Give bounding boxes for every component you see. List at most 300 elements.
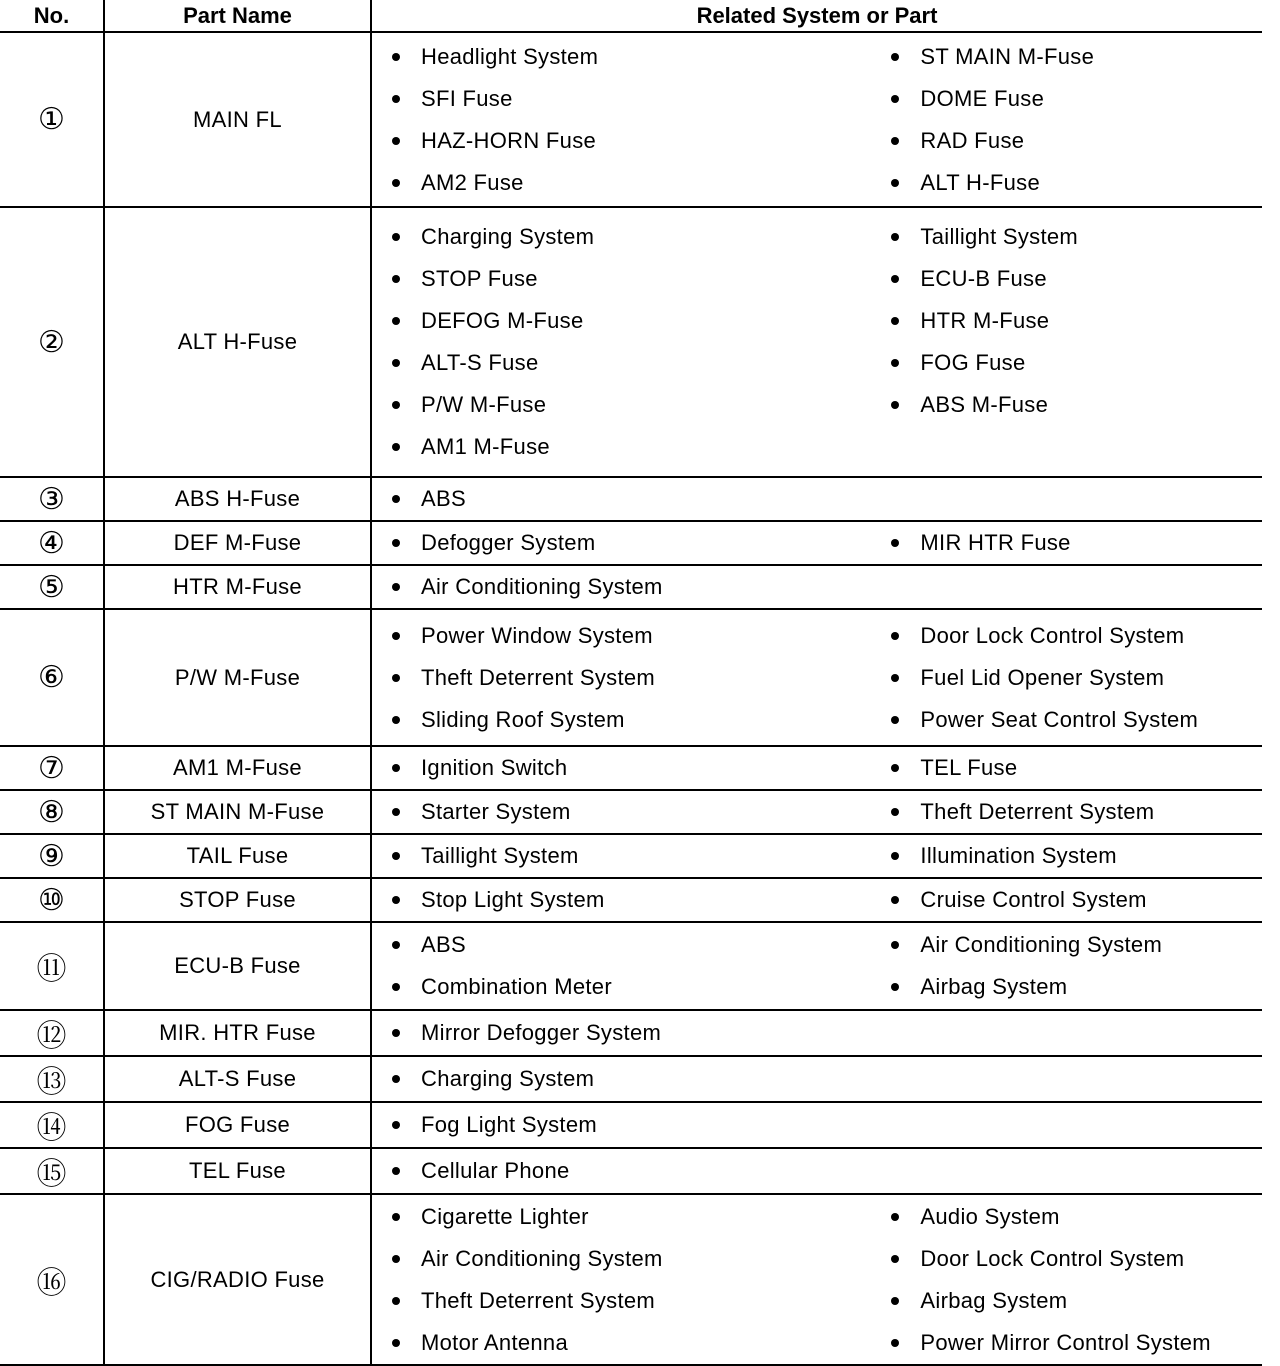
list-item (388, 1150, 887, 1192)
related-item-label: Power Mirror Control System (920, 1329, 1211, 1355)
related-column (887, 835, 1262, 877)
related-column (372, 566, 887, 608)
bullet-icon (392, 317, 400, 325)
table-row (0, 477, 1262, 521)
related-item-label: AM1 M-Fuse (421, 434, 550, 459)
related-item-label: Motor Antenna (421, 1329, 568, 1355)
list-item (388, 791, 887, 833)
list-item (388, 78, 887, 120)
related-item-label: Sliding Roof System (421, 706, 625, 732)
bullet-icon (392, 233, 400, 241)
bullet-icon (392, 53, 400, 61)
list-item (388, 699, 887, 741)
related-item-label: Mirror Defogger System (421, 1020, 662, 1045)
list-item (388, 835, 887, 877)
related-item-label: SFI Fuse (421, 85, 513, 111)
list-item (887, 1280, 1262, 1322)
table-row (0, 834, 1262, 878)
table-row (0, 565, 1262, 609)
related-item-label: ABS M-Fuse (920, 392, 1049, 417)
bullet-icon (392, 941, 400, 949)
related-systems (371, 1102, 1262, 1148)
list-item (887, 966, 1262, 1008)
bullet-icon (392, 137, 400, 145)
related-column (372, 1012, 887, 1054)
list-item (388, 1104, 887, 1146)
related-item-label: Cigarette Lighter (421, 1203, 589, 1229)
row-number: ⑯ (0, 1194, 104, 1365)
related-grid (372, 1058, 1262, 1100)
part-name: MIR. HTR Fuse (104, 1010, 371, 1056)
related-item-label: Power Window System (421, 622, 653, 648)
list-item (388, 36, 887, 78)
related-item-label: Headlight System (421, 43, 599, 69)
related-systems (371, 1194, 1262, 1365)
related-item-label: AM2 Fuse (421, 169, 524, 195)
bullet-icon (891, 233, 899, 241)
table-row (0, 1056, 1262, 1102)
related-grid (372, 615, 1262, 741)
list-item (887, 879, 1262, 921)
related-item-label: Fuel Lid Opener System (920, 664, 1165, 690)
related-systems (371, 746, 1262, 790)
related-item-label: Door Lock Control System (920, 622, 1185, 648)
list-item (388, 1280, 887, 1322)
related-grid (372, 216, 1262, 468)
related-column (887, 36, 1262, 204)
list-item (887, 258, 1262, 300)
related-systems (371, 834, 1262, 878)
related-column (887, 522, 1262, 564)
related-column (887, 1150, 1262, 1192)
bullet-icon (392, 1121, 400, 1129)
bullet-icon (392, 764, 400, 772)
related-column (887, 1196, 1262, 1364)
related-list (388, 1058, 887, 1100)
bullet-icon (392, 808, 400, 816)
related-column (372, 615, 887, 741)
part-name: ALT H-Fuse (104, 207, 371, 477)
row-number: ④ (0, 521, 104, 565)
related-item-label: Starter System (421, 799, 571, 824)
row-number: ① (0, 32, 104, 207)
bullet-icon (392, 1075, 400, 1083)
related-list (388, 1150, 887, 1192)
related-item-label: P/W M-Fuse (421, 392, 547, 417)
related-item-label: TEL Fuse (920, 755, 1018, 780)
related-column (372, 522, 887, 564)
related-item-label: ALT-S Fuse (421, 350, 539, 375)
related-column (887, 615, 1262, 741)
list-item (388, 615, 887, 657)
related-list (887, 1196, 1262, 1364)
bullet-icon (392, 401, 400, 409)
related-item-label: HAZ-HORN Fuse (421, 127, 597, 153)
related-column (887, 924, 1262, 1008)
related-item-label: HTR M-Fuse (920, 308, 1050, 333)
related-column (372, 835, 887, 877)
related-item-label: Combination Meter (421, 974, 612, 999)
related-list (388, 924, 887, 1008)
list-item (887, 162, 1262, 204)
list-item (388, 342, 887, 384)
bullet-icon (392, 1029, 400, 1037)
list-item (887, 120, 1262, 162)
part-name: DEF M-Fuse (104, 521, 371, 565)
related-list (388, 216, 887, 468)
part-name: STOP Fuse (104, 878, 371, 922)
related-systems (371, 565, 1262, 609)
table-row (0, 609, 1262, 746)
related-grid (372, 879, 1262, 921)
bullet-icon (891, 1213, 899, 1221)
related-list (388, 1104, 887, 1146)
bullet-icon (891, 95, 899, 103)
table-row (0, 32, 1262, 207)
list-item (887, 924, 1262, 966)
related-systems (371, 477, 1262, 521)
related-item-label: Illumination System (920, 843, 1117, 868)
related-item-label: Audio System (920, 1203, 1060, 1229)
list-item (887, 657, 1262, 699)
bullet-icon (392, 1297, 400, 1305)
related-item-label: Door Lock Control System (920, 1245, 1185, 1271)
bullet-icon (392, 539, 400, 547)
bullet-icon (891, 808, 899, 816)
bullet-icon (392, 275, 400, 283)
related-column (372, 1150, 887, 1192)
list-item (887, 384, 1262, 426)
related-systems (371, 207, 1262, 477)
table-row (0, 1010, 1262, 1056)
list-item (388, 216, 887, 258)
list-item (388, 478, 887, 520)
related-item-label: Airbag System (920, 974, 1068, 999)
part-name: P/W M-Fuse (104, 609, 371, 746)
related-item-label: Taillight System (920, 224, 1079, 249)
bullet-icon (392, 179, 400, 187)
related-grid (372, 1104, 1262, 1146)
related-grid (372, 1150, 1262, 1192)
related-list (388, 879, 887, 921)
list-item (388, 426, 887, 468)
bullet-icon (891, 852, 899, 860)
related-item-label: ST MAIN M-Fuse (920, 43, 1095, 69)
list-item (887, 522, 1262, 564)
table-row (0, 746, 1262, 790)
related-column (372, 478, 887, 520)
bullet-icon (392, 443, 400, 451)
related-column (372, 924, 887, 1008)
related-systems (371, 609, 1262, 746)
list-item (887, 615, 1262, 657)
bullet-icon (891, 983, 899, 991)
row-number: ② (0, 207, 104, 477)
bullet-icon (891, 674, 899, 682)
related-item-label: Taillight System (421, 843, 579, 868)
bullet-icon (392, 95, 400, 103)
related-item-label: Ignition Switch (421, 755, 568, 780)
related-item-label: STOP Fuse (421, 266, 538, 291)
bullet-icon (891, 941, 899, 949)
bullet-icon (891, 539, 899, 547)
list-item (887, 699, 1262, 741)
row-number: ⑦ (0, 746, 104, 790)
list-item (388, 924, 887, 966)
related-column (372, 791, 887, 833)
bullet-icon (891, 275, 899, 283)
related-grid (372, 924, 1262, 1008)
list-item (887, 36, 1262, 78)
related-list (887, 791, 1262, 833)
row-number: ⑧ (0, 790, 104, 834)
bullet-icon (891, 716, 899, 724)
related-list (887, 835, 1262, 877)
part-name: ECU-B Fuse (104, 922, 371, 1010)
related-list (388, 1196, 887, 1364)
header-row (0, 0, 1262, 32)
related-item-label: Cruise Control System (920, 887, 1147, 912)
related-item-label: ABS (421, 932, 466, 957)
row-number: ⑫ (0, 1010, 104, 1056)
bullet-icon (891, 317, 899, 325)
related-list (388, 615, 887, 741)
related-item-label: Airbag System (920, 1287, 1068, 1313)
list-item (388, 879, 887, 921)
list-item (887, 1196, 1262, 1238)
bullet-icon (392, 716, 400, 724)
bullet-icon (392, 359, 400, 367)
bullet-icon (891, 359, 899, 367)
related-grid (372, 1012, 1262, 1054)
bullet-icon (392, 495, 400, 503)
row-number: ⑤ (0, 565, 104, 609)
part-name: AM1 M-Fuse (104, 746, 371, 790)
related-list (388, 36, 887, 204)
table-body (0, 32, 1262, 1365)
related-grid (372, 478, 1262, 520)
related-item-label: Theft Deterrent System (421, 1287, 656, 1313)
row-number: ③ (0, 477, 104, 521)
related-column (372, 1104, 887, 1146)
list-item (887, 78, 1262, 120)
bullet-icon (891, 896, 899, 904)
bullet-icon (891, 1255, 899, 1263)
part-name: ST MAIN M-Fuse (104, 790, 371, 834)
table-row (0, 1148, 1262, 1194)
related-item-label: Fog Light System (421, 1112, 597, 1137)
related-list (887, 522, 1262, 564)
row-number: ⑬ (0, 1056, 104, 1102)
bullet-icon (392, 896, 400, 904)
list-item (388, 747, 887, 789)
list-item (388, 522, 887, 564)
related-column (887, 216, 1262, 468)
list-item (887, 791, 1262, 833)
part-name: CIG/RADIO Fuse (104, 1194, 371, 1365)
row-number: ⑥ (0, 609, 104, 746)
related-item-label: Air Conditioning System (421, 1245, 663, 1271)
related-grid (372, 522, 1262, 564)
related-column (372, 1058, 887, 1100)
bullet-icon (891, 53, 899, 61)
related-grid (372, 36, 1262, 204)
bullet-icon (891, 179, 899, 187)
list-item (388, 300, 887, 342)
table-row (0, 878, 1262, 922)
list-item (388, 1238, 887, 1280)
related-list (887, 216, 1262, 426)
related-list (887, 615, 1262, 741)
list-item (388, 1058, 887, 1100)
bullet-icon (392, 1213, 400, 1221)
related-systems (371, 32, 1262, 207)
list-item (887, 216, 1262, 258)
list-item (887, 300, 1262, 342)
related-column (372, 1196, 887, 1364)
bullet-icon (891, 632, 899, 640)
related-list (388, 522, 887, 564)
table-row (0, 1194, 1262, 1365)
list-item (388, 657, 887, 699)
related-item-label: ABS (421, 486, 466, 511)
table-row (0, 521, 1262, 565)
related-column (887, 478, 1262, 520)
related-list (388, 478, 887, 520)
row-number: ⑮ (0, 1148, 104, 1194)
list-item (388, 1196, 887, 1238)
related-item-label: DEFOG M-Fuse (421, 308, 584, 333)
related-item-label: Stop Light System (421, 887, 605, 912)
part-name: ALT-S Fuse (104, 1056, 371, 1102)
related-list (388, 791, 887, 833)
related-item-label: Air Conditioning System (421, 574, 663, 599)
table-row (0, 1102, 1262, 1148)
related-list (887, 36, 1262, 204)
related-item-label: Air Conditioning System (920, 932, 1163, 957)
related-item-label: Power Seat Control System (920, 706, 1199, 732)
list-item (388, 384, 887, 426)
related-grid (372, 566, 1262, 608)
related-list (887, 879, 1262, 921)
related-list (388, 835, 887, 877)
bullet-icon (891, 137, 899, 145)
related-list (388, 1012, 887, 1054)
bullet-icon (392, 983, 400, 991)
table-row (0, 790, 1262, 834)
part-name: ABS H-Fuse (104, 477, 371, 521)
related-systems (371, 521, 1262, 565)
list-item (388, 120, 887, 162)
header-part-name: Part Name (104, 0, 371, 32)
related-column (887, 566, 1262, 608)
related-item-label: MIR HTR Fuse (920, 530, 1071, 555)
related-item-label: Theft Deterrent System (920, 799, 1155, 824)
list-item (388, 258, 887, 300)
bullet-icon (392, 632, 400, 640)
bullet-icon (891, 401, 899, 409)
related-item-label: RAD Fuse (920, 127, 1025, 153)
part-name: TEL Fuse (104, 1148, 371, 1194)
related-systems (371, 878, 1262, 922)
row-number: ⑪ (0, 922, 104, 1010)
related-systems (371, 1148, 1262, 1194)
list-item (887, 1322, 1262, 1364)
related-column (887, 747, 1262, 789)
bullet-icon (891, 1297, 899, 1305)
list-item (887, 342, 1262, 384)
bullet-icon (392, 1167, 400, 1175)
related-item-label: Charging System (421, 224, 595, 249)
list-item (388, 162, 887, 204)
bullet-icon (392, 852, 400, 860)
row-number: ⑭ (0, 1102, 104, 1148)
list-item (887, 835, 1262, 877)
part-name: FOG Fuse (104, 1102, 371, 1148)
related-item-label: ECU-B Fuse (920, 266, 1047, 291)
related-list (388, 566, 887, 608)
related-column (887, 791, 1262, 833)
related-systems (371, 922, 1262, 1010)
list-item (887, 747, 1262, 789)
bullet-icon (392, 674, 400, 682)
bullet-icon (392, 583, 400, 591)
related-list (887, 924, 1262, 1008)
related-systems (371, 1056, 1262, 1102)
related-list (887, 747, 1262, 789)
part-name: HTR M-Fuse (104, 565, 371, 609)
related-systems (371, 1010, 1262, 1056)
part-name: TAIL Fuse (104, 834, 371, 878)
bullet-icon (891, 764, 899, 772)
related-column (372, 747, 887, 789)
related-column (372, 36, 887, 204)
list-item (388, 1322, 887, 1364)
list-item (388, 966, 887, 1008)
related-item-label: Theft Deterrent System (421, 664, 656, 690)
related-item-label: Cellular Phone (421, 1158, 570, 1183)
related-column (372, 879, 887, 921)
related-item-label: Defogger System (421, 530, 596, 555)
part-name: MAIN FL (104, 32, 371, 207)
related-column (887, 879, 1262, 921)
table-row (0, 207, 1262, 477)
related-column (887, 1104, 1262, 1146)
header-related: Related System or Part (696, 2, 938, 28)
related-grid (372, 791, 1262, 833)
row-number: ⑩ (0, 878, 104, 922)
bullet-icon (392, 1255, 400, 1263)
list-item (388, 566, 887, 608)
related-item-label: DOME Fuse (920, 85, 1045, 111)
row-number: ⑨ (0, 834, 104, 878)
list-item (887, 1238, 1262, 1280)
header-no: No. (0, 0, 104, 32)
related-column (887, 1058, 1262, 1100)
related-grid (372, 1196, 1262, 1364)
related-item-label: Charging System (421, 1066, 595, 1091)
table-row (0, 922, 1262, 1010)
related-grid (372, 747, 1262, 789)
related-grid (372, 835, 1262, 877)
list-item (388, 1012, 887, 1054)
related-column (372, 216, 887, 468)
related-list (388, 747, 887, 789)
related-item-label: ALT H-Fuse (920, 169, 1040, 195)
related-item-label: FOG Fuse (920, 350, 1026, 375)
related-systems (371, 790, 1262, 834)
related-column (887, 1012, 1262, 1054)
